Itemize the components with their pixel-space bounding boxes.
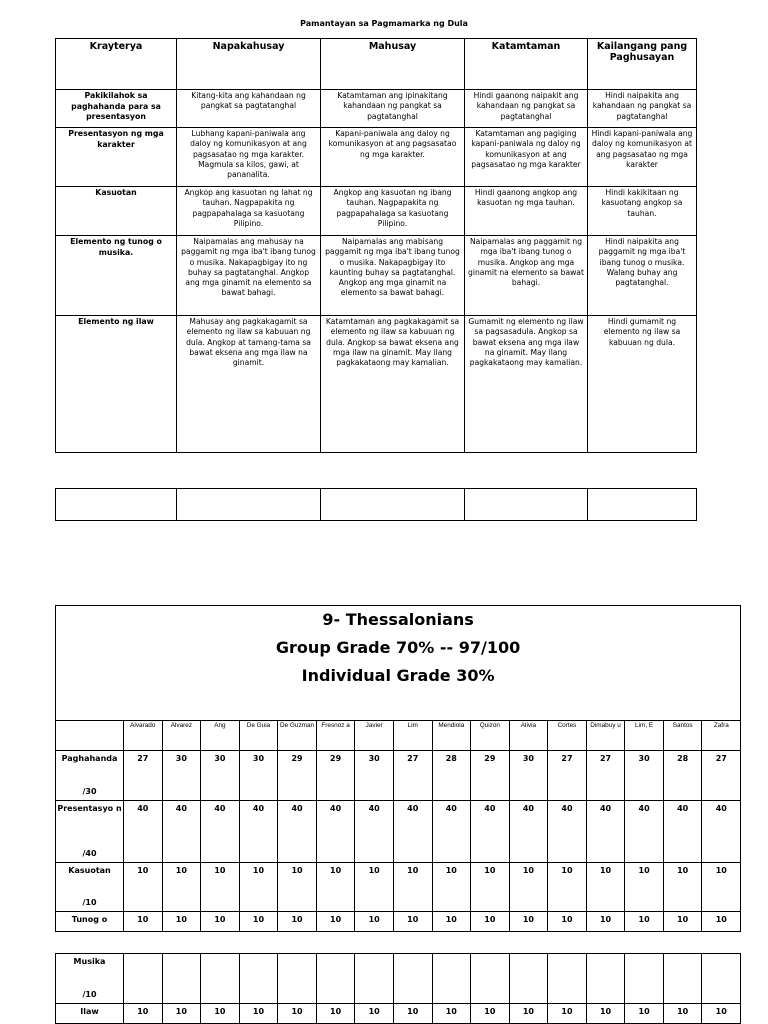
rubric-cell: Hindi kakikitaan ng kasuotang angkop sa tauhan. <box>588 187 697 236</box>
score-cell: 40 <box>239 801 278 863</box>
score-row-label <box>56 912 124 932</box>
score-cell <box>625 954 664 1004</box>
section-title: 9- Thessalonians <box>322 610 474 629</box>
score-cell: 10 <box>625 863 664 912</box>
student-name: Alivia <box>509 721 548 751</box>
score-cell: 10 <box>201 1004 240 1024</box>
score-cell: 10 <box>625 1004 664 1024</box>
score-cell: 40 <box>355 801 394 863</box>
rubric-cell: Naipamalas ang mabisang paggamit ng mga iba't ibang tunog o musika. Nakapagbigay ito kaunting buhay sa pagtatanghal. Angkop ang mga ginamit na elemento sa bawat bahagi. <box>321 236 465 316</box>
score-cell: 10 <box>162 863 201 912</box>
score-cell: 28 <box>432 751 471 801</box>
score-cell: 10 <box>663 912 702 932</box>
score-cell: 40 <box>509 801 548 863</box>
score-cell: 10 <box>355 1004 394 1024</box>
score-cell <box>471 954 510 1004</box>
rubric-header-needs-improvement: Kailangang pang Paghusayan <box>588 39 697 90</box>
individual-grade-line: Individual Grade 30% <box>301 666 495 685</box>
score-cell: 10 <box>124 1004 163 1024</box>
score-cell: 10 <box>393 863 432 912</box>
score-max: /30 <box>82 787 97 796</box>
score-cell <box>393 954 432 1004</box>
rubric-row <box>56 316 697 453</box>
score-cell: 10 <box>393 912 432 932</box>
rubric-table <box>55 38 697 453</box>
rubric-criterion: Presentasyon ng mga karakter <box>56 128 177 187</box>
rubric-cell: Angkop ang kasuotan ng ibang tauhan. Nagpapakita ng pagpapahalaga sa kasuotang Pilipino. <box>321 187 465 236</box>
rubric-cell: Hindi kapani-paniwala ang daloy ng komunikasyon at ang pagsasatao ng mga karakter <box>588 128 697 187</box>
score-cell: 27 <box>702 751 741 801</box>
rubric-header-row <box>56 39 697 90</box>
document-title: Pamantayan sa Pagmamarka ng Dula <box>300 19 468 28</box>
rubric-cell: Mahusay ang pagkakagamit sa elemento ng ilaw sa kabuuan ng dula. Angkop at tamang-tama sa bawat eksena ang mga ilaw na ginamit. <box>177 316 321 453</box>
score-cell: 10 <box>432 863 471 912</box>
score-cell: 10 <box>201 863 240 912</box>
blank-cell <box>56 489 177 521</box>
score-cell: 40 <box>625 801 664 863</box>
score-cell: 10 <box>393 1004 432 1024</box>
student-names-row <box>56 721 741 751</box>
score-cell <box>663 954 702 1004</box>
student-name: Fresnoz a <box>316 721 355 751</box>
score-category: Presentasyo n <box>57 804 122 813</box>
score-max: /10 <box>82 990 97 999</box>
score-cell: 10 <box>548 1004 587 1024</box>
student-name: Zafra <box>702 721 741 751</box>
blank-cell <box>321 489 465 521</box>
score-cell: 10 <box>316 863 355 912</box>
rubric-cell: Angkop ang kasuotan ng lahat ng tauhan. Nagpapakita ng pagpapahalaga sa kasuotang Pilipino. <box>177 187 321 236</box>
names-corner-cell <box>56 721 124 751</box>
score-cell <box>201 954 240 1004</box>
score-cell: 10 <box>239 1004 278 1024</box>
score-max: /10 <box>82 898 97 907</box>
score-row-label <box>56 751 124 801</box>
score-cell: 40 <box>278 801 317 863</box>
score-cell: 10 <box>124 912 163 932</box>
score-row-label <box>56 863 124 912</box>
grades-table-continued <box>55 953 741 1024</box>
score-cell: 40 <box>548 801 587 863</box>
score-cell: 10 <box>548 912 587 932</box>
student-name: De Guzman <box>278 721 317 751</box>
blank-cell <box>588 489 697 521</box>
score-cell: 40 <box>432 801 471 863</box>
rubric-cell: Kapani-paniwala ang daloy ng komunikasyon at ang pagsasatao ng mga karakter. <box>321 128 465 187</box>
grades-heading-row <box>56 606 741 721</box>
score-cell: 10 <box>201 912 240 932</box>
rubric-cell: Naipamalas ang paggamit ng mga iba't ibang tunog o musika. Angkop ang mga ginamit na elemento sa bawat bahagi. <box>465 236 588 316</box>
score-row-label <box>56 1004 124 1024</box>
student-name: Santos <box>663 721 702 751</box>
student-name: Quizon <box>471 721 510 751</box>
rubric-header-criteria: Krayterya <box>56 39 177 90</box>
rubric-cell: Hindi gumamit ng elemento ng ilaw sa kabuuan ng dula. <box>588 316 697 453</box>
score-cell <box>162 954 201 1004</box>
rubric-cell: Kitang-kita ang kahandaan ng pangkat sa pagtatanghal <box>177 90 321 128</box>
score-row <box>56 751 741 801</box>
score-cell <box>124 954 163 1004</box>
rubric-header-excellent: Napakahusay <box>177 39 321 90</box>
score-cell: 10 <box>162 1004 201 1024</box>
score-cell: 10 <box>586 912 625 932</box>
score-cell: 10 <box>471 863 510 912</box>
rubric-cell: Naipamalas ang mahusay na paggamit ng mga iba't ibang tunog o musika. Nakapagbigay ito ng buhay sa pagtatanghal. Angkop ang mga ginamit na elemento sa bawat bahagi. <box>177 236 321 316</box>
rubric-cell: Hindi gaanong naipakit ang kahandaan ng pangkat sa pagtatanghal <box>465 90 588 128</box>
score-cell: 27 <box>548 751 587 801</box>
score-cell: 30 <box>625 751 664 801</box>
rubric-cell: Katamtaman ang ipinakitang kahandaan ng pangkat sa pagtatanghal <box>321 90 465 128</box>
rubric-cell: Katamtaman ang pagiging kapani-paniwala ng daloy ng komunikasyon at ang pagsasatao ng mga karakter <box>465 128 588 187</box>
grades-heading <box>56 606 741 721</box>
score-category: Ilaw <box>80 1007 99 1016</box>
score-cell: 10 <box>663 863 702 912</box>
rubric-header-fair: Katamtaman <box>465 39 588 90</box>
score-cell: 40 <box>162 801 201 863</box>
score-category: Musika <box>73 957 106 966</box>
score-cell: 27 <box>586 751 625 801</box>
rubric-criterion: Pakikilahok sa paghahanda para sa presentasyon <box>56 90 177 128</box>
blank-table <box>55 488 697 521</box>
score-cell: 27 <box>124 751 163 801</box>
score-row-label <box>56 954 124 1004</box>
score-cell <box>586 954 625 1004</box>
score-cell: 10 <box>278 912 317 932</box>
score-cell: 10 <box>316 912 355 932</box>
score-cell: 40 <box>471 801 510 863</box>
score-cell: 40 <box>393 801 432 863</box>
score-cell: 10 <box>509 1004 548 1024</box>
student-name: Lim <box>393 721 432 751</box>
score-cell: 40 <box>663 801 702 863</box>
rubric-cell: Katamtaman ang pagkakagamit sa elemento ng ilaw sa kabuuan ng dula. Angkop sa bawat eksena ang mga ilaw na ginamit. May ilang pagkakataong may kamalian. <box>321 316 465 453</box>
student-name: Lim, E <box>625 721 664 751</box>
rubric-row <box>56 236 697 316</box>
score-cell: 10 <box>471 912 510 932</box>
score-row <box>56 801 741 863</box>
score-cell: 40 <box>702 801 741 863</box>
student-name: Javier <box>355 721 394 751</box>
score-cell: 10 <box>702 1004 741 1024</box>
rubric-cell: Gumamit ng elemento ng ilaw sa pagsasadula. Angkop sa bawat eksena ang mga ilaw na ginamit. May ilang pagkakataong may kamalian. <box>465 316 588 453</box>
score-cell: 10 <box>239 863 278 912</box>
rubric-row <box>56 90 697 128</box>
score-cell: 10 <box>124 863 163 912</box>
score-cell: 10 <box>471 1004 510 1024</box>
score-cell <box>548 954 587 1004</box>
score-cell: 27 <box>393 751 432 801</box>
score-max: /40 <box>82 849 97 858</box>
score-row-label <box>56 801 124 863</box>
score-cell: 28 <box>663 751 702 801</box>
score-cell: 10 <box>316 1004 355 1024</box>
score-cell <box>509 954 548 1004</box>
score-cell: 10 <box>239 912 278 932</box>
rubric-row <box>56 128 697 187</box>
score-cell: 10 <box>586 863 625 912</box>
score-cell: 10 <box>355 863 394 912</box>
student-name: Dimabuy u <box>586 721 625 751</box>
score-cell: 40 <box>316 801 355 863</box>
score-cell: 29 <box>471 751 510 801</box>
student-name: Mendiola <box>432 721 471 751</box>
score-row <box>56 954 741 1004</box>
student-name: De Guia <box>239 721 278 751</box>
rubric-cell: Hindi naipakita ang paggamit ng mga iba't ibang tunog o musika. Walang buhay ang pagtatanghal. <box>588 236 697 316</box>
rubric-criterion: Elemento ng tunog o musika. <box>56 236 177 316</box>
score-cell: 10 <box>432 912 471 932</box>
score-cell: 30 <box>355 751 394 801</box>
score-cell <box>432 954 471 1004</box>
score-cell: 30 <box>201 751 240 801</box>
score-cell: 10 <box>663 1004 702 1024</box>
score-category: Kasuotan <box>68 866 111 875</box>
score-cell: 30 <box>509 751 548 801</box>
score-cell <box>278 954 317 1004</box>
score-cell: 10 <box>586 1004 625 1024</box>
score-row <box>56 1004 741 1024</box>
score-cell: 10 <box>278 1004 317 1024</box>
score-cell: 10 <box>355 912 394 932</box>
student-name: Cortes <box>548 721 587 751</box>
score-cell: 29 <box>278 751 317 801</box>
student-name: Alvarado <box>124 721 163 751</box>
score-cell: 40 <box>586 801 625 863</box>
score-category: Paghahanda <box>61 754 118 763</box>
score-cell: 30 <box>239 751 278 801</box>
score-cell: 10 <box>625 912 664 932</box>
rubric-criterion: Kasuotan <box>56 187 177 236</box>
rubric-cell: Hindi gaanong angkop ang kasuotan ng mga tauhan. <box>465 187 588 236</box>
score-cell: 10 <box>162 912 201 932</box>
blank-cell <box>177 489 321 521</box>
rubric-row <box>56 187 697 236</box>
grades-table <box>55 605 741 932</box>
score-category: Tunog o <box>71 915 108 924</box>
score-cell: 29 <box>316 751 355 801</box>
score-cell: 40 <box>201 801 240 863</box>
score-cell: 10 <box>548 863 587 912</box>
score-cell <box>355 954 394 1004</box>
score-cell: 10 <box>509 912 548 932</box>
score-row <box>56 863 741 912</box>
score-cell <box>702 954 741 1004</box>
rubric-cell: Hindi naipakita ang kahandaan ng pangkat sa pagtatanghal <box>588 90 697 128</box>
score-cell: 30 <box>162 751 201 801</box>
score-cell: 10 <box>702 863 741 912</box>
student-name: Ang <box>201 721 240 751</box>
rubric-header-good: Mahusay <box>321 39 465 90</box>
score-cell <box>316 954 355 1004</box>
score-cell: 10 <box>509 863 548 912</box>
score-cell: 10 <box>432 1004 471 1024</box>
rubric-criterion: Elemento ng ilaw <box>56 316 177 453</box>
group-grade-line: Group Grade 70% -- 97/100 <box>275 638 521 657</box>
score-cell: 10 <box>278 863 317 912</box>
blank-cell <box>465 489 588 521</box>
score-cell: 40 <box>124 801 163 863</box>
student-name: Alvarez <box>162 721 201 751</box>
blank-row <box>56 489 697 521</box>
score-cell: 10 <box>702 912 741 932</box>
score-row <box>56 912 741 932</box>
rubric-cell: Lubhang kapani-paniwala ang daloy ng komunikasyon at ang pagsasatao ng mga karakter. Magmula sa kilos, gawi, at pananalita. <box>177 128 321 187</box>
score-cell <box>239 954 278 1004</box>
